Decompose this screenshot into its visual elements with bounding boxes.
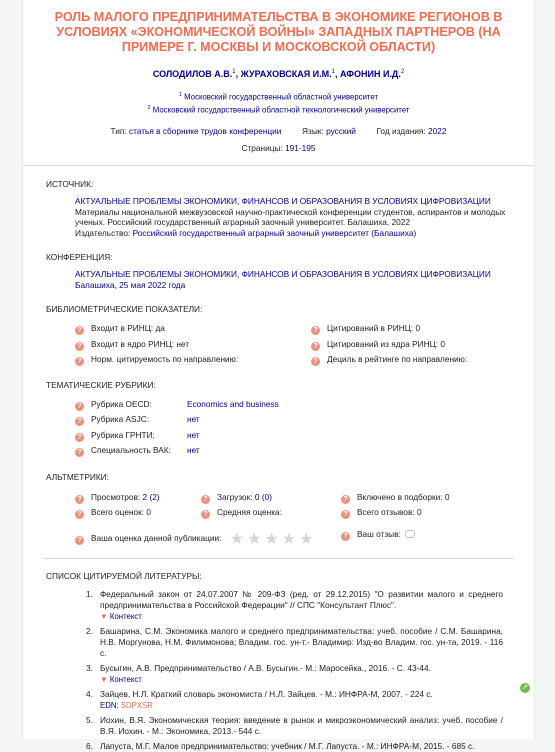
article-title: РОЛЬ МАЛОГО ПРЕДПРИНИМАТЕЛЬСТВА В ЭКОНОМИКЕ РЕГИОНОВ В УСЛОВИЯХ «ЭКОНОМИЧЕСКОЙ ВОЙНЫ» ЗАПАДНЫХ ПАРТНЕРОВ (НА ПРИМЕРЕ Г. МОСКВЫ И МОСКОВСКОЙ ОБЛАСТИ) [54, 10, 503, 54]
help-icon[interactable]: ? [201, 510, 210, 519]
publication-pages: Страницы: 191-195 [241, 143, 316, 154]
help-icon[interactable]: ? [75, 357, 84, 366]
help-icon[interactable]: ? [75, 510, 84, 519]
publication-meta: Тип: статья в сборнике трудов конференции Язык: русский Год издания: 2022 [110, 126, 447, 137]
rating-stars[interactable]: ★★★★★ [229, 530, 317, 548]
source-block: АКТУАЛЬНЫЕ ПРОБЛЕМЫ ЭКОНОМИКИ, ФИНАНСОВ И ОБРАЗОВАНИЯ В УСЛОВИЯХ ЦИФРОВИЗАЦИИ Материалы национальной межвузовской научно-практической конференции студентов, аспирантов и молодых ученых. Российский государственный аграрный заочный университет. Балашиха, 2022 Издательство: Российский государственный аграрный заочный университет (Балашиха) [75, 196, 514, 238]
help-icon[interactable]: ? [75, 448, 84, 457]
edn-link[interactable]: EDN: SDPXSR [100, 701, 153, 711]
publisher-link[interactable]: Российский государственный аграрный заочный университет (Балашиха) [132, 227, 417, 238]
references-list [86, 589, 503, 752]
help-icon[interactable]: ? [201, 495, 210, 504]
source-description: Материалы национальной межвузовской научно-практической конференции студентов, аспирантов и молодых ученых. Российский государственный аграрный заочный университет. Балашиха, 2022 [75, 206, 506, 228]
affiliation-item[interactable]: $^2$ Московский государственный областной технологический университет [147, 104, 410, 115]
references-heading: СПИСОК ЦИТИРУЕМОЙ ЛИТЕРАТУРЫ: [46, 571, 202, 582]
help-icon[interactable]: ? [75, 417, 84, 426]
help-icon[interactable]: ? [311, 357, 320, 366]
publication-year: 2022 [428, 126, 447, 137]
reference-item: 5. Иохин, В.Я. Экономическая теория: введение в рынок и микроэкономический анализ: учеб. пособие / В.Я. Иохин. - М.: Экономика, 2013.- 544 с. [86, 715, 503, 737]
affiliation-item[interactable]: $^1$ Московский государственный областной университет [178, 92, 379, 102]
author-list: СОЛОДИЛОВ А.В.$^1$, ЖУРАХОВСКАЯ И.М.$^1$, АФОНИН И.Д.$^2$ [152, 69, 405, 79]
author-link[interactable]: АФОНИН И.Д. [340, 69, 401, 79]
reference-item: 3. Бусыгин, А.В. Предпринимательство / А.В. Бусыгин.- М.: Маросейка., 2016. - С. 43-44. ▼ Контекст [86, 663, 503, 685]
altmetrics-heading: АЛЬТМЕТРИКИ: [46, 471, 109, 482]
biblio-heading: БИБЛИОМЕТРИЧЕСКИЕ ПОКАЗАТЕЛИ: [46, 304, 203, 315]
rubrics-grid: ? Рубрика OECD: Economics and business ? Рубрика ASJC: нет ? Рубрика ГРНТИ: нет ? Специальность ВАК: нет [67, 399, 534, 461]
reference-item: 1. Федеральный закон от 24.07.2007 № 209-ФЗ (ред. от 29.12.2015) "О развитии малого и среднего предпринимательства в Российской Федерации" // СПС "Консультант Плюс". ▼ Контекст [86, 589, 503, 622]
affiliations [23, 90, 534, 115]
help-icon[interactable]: ? [75, 495, 84, 504]
help-icon[interactable]: ? [311, 326, 320, 335]
help-icon[interactable]: ? [75, 433, 84, 442]
context-toggle[interactable]: ▼ Контекст [100, 675, 142, 685]
conference-place-date: Балашиха, 25 мая 2022 года [75, 279, 186, 290]
reference-item: 2. Башарина, С.М. Экономика малого и среднего предпринимательства: учеб. пособие / С.М. Башарина, Н.В. Моргунова, Н.М. Филимонова; Владим. гос. ун-т.- Владимир: Изд-во Владим. гос. ун-та, 2019. - 116 с. [86, 626, 503, 659]
publication-language: русский [326, 126, 356, 137]
conference-block [75, 269, 514, 290]
help-icon[interactable]: ? [311, 342, 320, 351]
external-link-icon[interactable]: ↗ [520, 683, 530, 693]
help-icon[interactable]: ? [341, 510, 350, 519]
author-link[interactable]: СОЛОДИЛОВ А.В. [152, 69, 233, 79]
help-icon[interactable]: ? [341, 532, 350, 541]
help-icon[interactable]: ? [341, 495, 350, 504]
divider [23, 165, 534, 166]
rubric-oecd-link[interactable]: Economics and business [187, 398, 279, 409]
altmetrics-grid: ? Просмотров: 2 (2) ? Загрузок: 0 (0) ? Включено в подборки: 0 ? Всего оценок: 0 ? Средняя оценка: ? Всего отзывов: 0 ? Ваша оценка данной публикации: ★★★★★ ? Ваш отзыв: [67, 492, 534, 545]
help-icon[interactable]: ? [75, 326, 84, 335]
reference-item: 6. Лапуста, М.Г. Малое предпринимательство: учебник / М.Г. Лапуста. - М.: ИНФРА-М, 2015. - 685 с. [86, 741, 475, 752]
reference-item: 4. Зайцев, Н.Л. Краткий словарь экономиста / Н.Л. Зайцев. - М.: ИНФРА-М, 2007. - 224 с. EDN: SDPXSR [86, 689, 503, 711]
conference-heading: КОНФЕРЕНЦИЯ: [46, 252, 113, 263]
help-icon[interactable]: ? [75, 536, 84, 545]
author-link[interactable]: ЖУРАХОВСКАЯ И.М. [240, 69, 332, 79]
help-icon[interactable]: ? [75, 342, 84, 351]
source-title-link[interactable]: АКТУАЛЬНЫЕ ПРОБЛЕМЫ ЭКОНОМИКИ, ФИНАНСОВ И ОБРАЗОВАНИЯ В УСЛОВИЯХ ЦИФРОВИЗАЦИИ [75, 196, 491, 207]
article-page [22, 0, 535, 752]
comment-icon[interactable] [405, 530, 415, 538]
divider [43, 558, 514, 559]
conference-title-link[interactable]: АКТУАЛЬНЫЕ ПРОБЛЕМЫ ЭКОНОМИКИ, ФИНАНСОВ И ОБРАЗОВАНИЯ В УСЛОВИЯХ ЦИФРОВИЗАЦИИ [75, 269, 491, 280]
help-icon[interactable]: ? [75, 402, 84, 411]
source-heading: ИСТОЧНИК: [46, 179, 94, 190]
rubrics-heading: ТЕМАТИЧЕСКИЕ РУБРИКИ: [46, 379, 156, 390]
publication-type: статья в сборнике трудов конференции [128, 126, 282, 137]
biblio-grid: ? Входит в РИНЦ: да ? Цитирований в РИНЦ: 0 ? Входит в ядро РИНЦ: нет ? Цитирований из ядра РИНЦ: 0 ? Норм. цитируемость по направлению: ? Дециль в рейтинге по направлению: [67, 323, 534, 370]
context-toggle[interactable]: ▼ Контекст [100, 612, 142, 622]
